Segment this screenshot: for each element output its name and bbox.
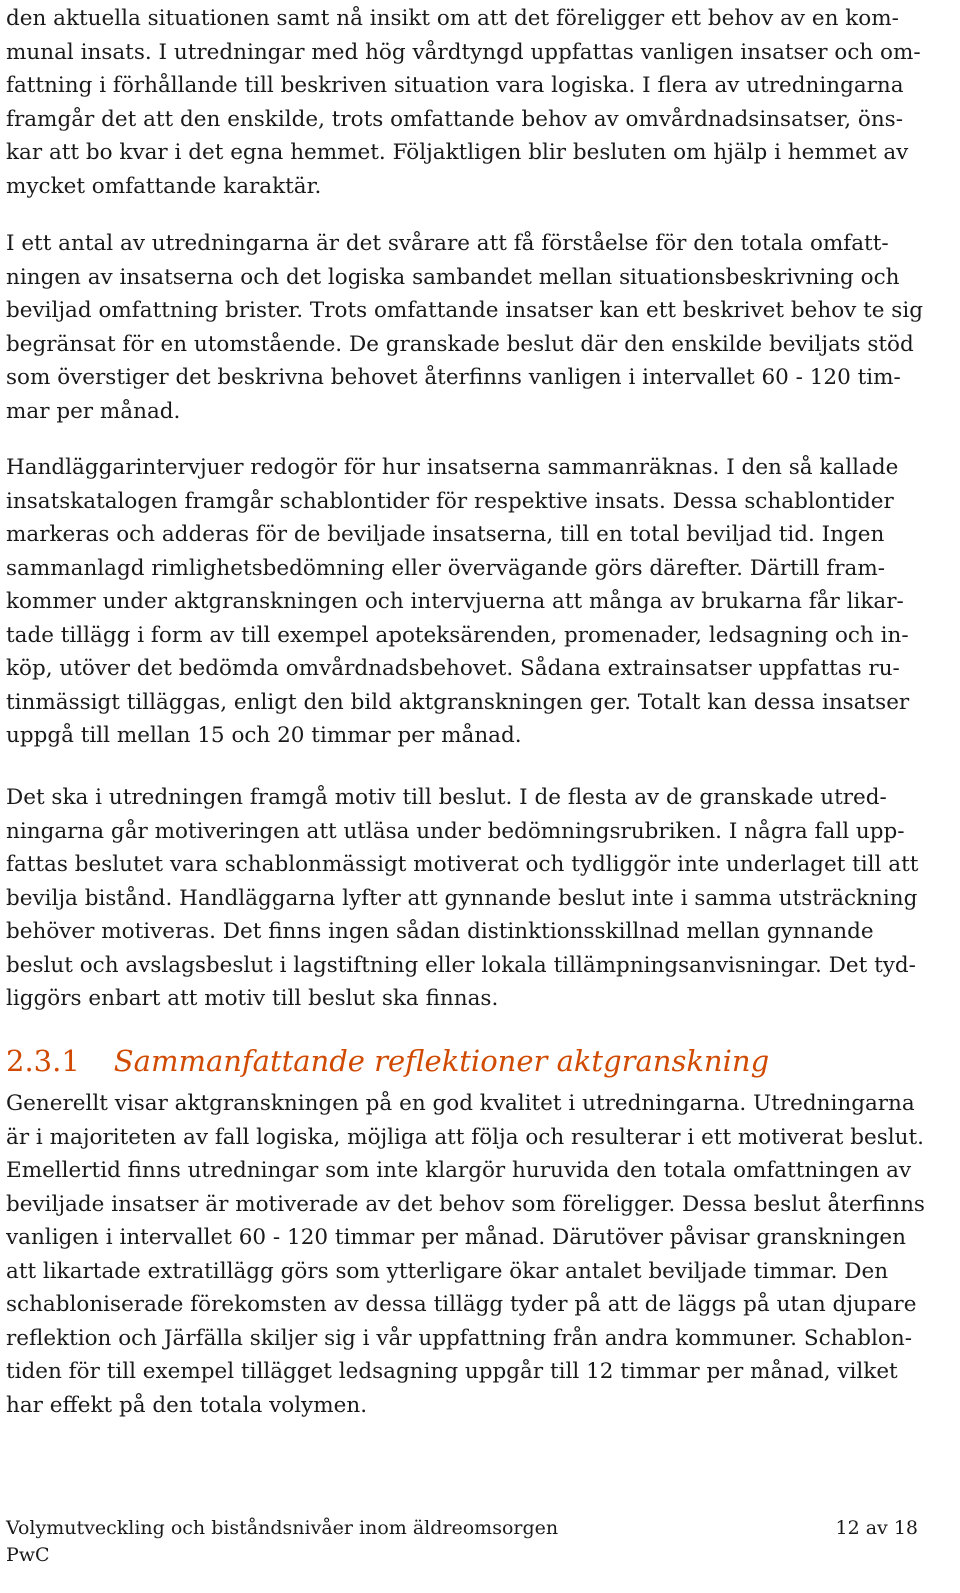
paragraph-line: mycket omfattande karaktär. [6, 173, 322, 199]
section-heading [6, 1041, 769, 1081]
paragraph-line: den aktuella situationen samt nå insikt om att det föreligger ett behov av en kom- [6, 6, 899, 31]
paragraph-4 [6, 781, 918, 1016]
report-title: Volymutveckling och biståndsnivåer inom äldreomsorgen [6, 1517, 559, 1539]
section-title: Sammanfattande reflektioner aktgranskning [113, 1044, 770, 1078]
paragraph-line: kar att bo kvar i det egna hemmet. Följaktligen blir besluten om hjälp i hemmet av [6, 140, 909, 165]
paragraph-line: att likartade extratillägg görs som ytterligare ökar antalet beviljade timmar. Den [6, 1258, 889, 1284]
paragraph-1 [6, 2, 921, 203]
paragraph-line: mar per månad. [6, 398, 181, 424]
footer-row [6, 1515, 918, 1542]
paragraph-line: beviljade insatser är motiverade av det behov som föreligger. Dessa beslut återfinns [6, 1191, 925, 1217]
paragraph-line: bevilja bistånd. Handläggarna lyfter att gynnande beslut inte i samma utsträckning [6, 885, 918, 911]
paragraph-3 [6, 451, 909, 753]
section-number: 2.3.1 [6, 1044, 80, 1078]
paragraph-line: uppgå till mellan 15 och 20 timmar per månad. [6, 723, 522, 748]
paragraph-line: fattas beslutet vara schablonmässigt motiverat och tydliggör inte underlaget till att [6, 852, 919, 877]
paragraph-line: ningarna går motiveringen att utläsa under bedömningsrubriken. I några fall upp- [6, 818, 905, 844]
paragraph-line: tinmässigt tilläggas, enligt den bild aktgranskningen ger. Totalt kan dessa insatser [6, 689, 910, 715]
paragraph-line: markeras och adderas för de beviljade insatserna, till en total beviljad tid. Ingen [6, 522, 885, 547]
paragraph-line: framgår det att den enskilde, trots omfattande behov av omvårdnadsinsatser, öns- [6, 106, 903, 132]
paragraph-line: liggörs enbart att motiv till beslut ska finnas. [6, 986, 499, 1011]
paragraph-line: schabloniserade förekomsten av dessa tillägg tyder på att de läggs på utan djupare [6, 1292, 917, 1317]
paragraph-line: köp, utöver det bedömda omvårdnadsbehovet. Sådana extrainsatser uppfattas ru- [6, 656, 900, 681]
paragraph-line: Emellertid finns utredningar som inte klargör huruvida den totala omfattningen av [6, 1158, 912, 1183]
paragraph-line: begränsat för en utomstående. De granskade beslut där den enskilde beviljats stöd [6, 331, 914, 357]
page-footer [6, 1515, 918, 1569]
paragraph-line: som överstiger det beskrivna behovet återfinns vanligen i intervallet 60 - 120 tim- [6, 365, 901, 390]
organization-name: PwC [6, 1544, 50, 1566]
paragraph-line: är i majoriteten av fall logiska, möjliga att följa och resulterar i ett motiverat beslut. [6, 1124, 924, 1150]
page-number: 12 av 18 [835, 1517, 918, 1539]
paragraph-line: Handläggarintervjuer redogör för hur insatserna sammanräknas. I den så kallade [6, 455, 899, 480]
paragraph-2 [6, 227, 923, 428]
paragraph-line: Generellt visar aktgranskningen på en god kvalitet i utredningarna. Utredningarna [6, 1091, 915, 1116]
paragraph-line: tiden för till exempel tillägget ledsagning uppgår till 12 timmar per månad, vilket [6, 1359, 898, 1384]
paragraph-line: beviljad omfattning brister. Trots omfattande insatser kan ett beskrivet behov te sig [6, 298, 923, 323]
paragraph-line: ningen av insatserna och det logiska sambandet mellan situationsbeskrivning och [6, 264, 900, 290]
paragraph-5 [6, 1087, 925, 1422]
paragraph-line: reflektion och Järfälla skiljer sig i vår uppfattning från andra kommuner. Schablon- [6, 1325, 912, 1351]
paragraph-line: har effekt på den totala volymen. [6, 1392, 368, 1418]
paragraph-line: beslut och avslagsbeslut i lagstiftning eller lokala tillämpningsanvisningar. Det tyd- [6, 952, 916, 978]
paragraph-line: insatskatalogen framgår schablontider för respektive insats. Dessa schablontider [6, 488, 894, 514]
paragraph-line: behöver motiveras. Det finns ingen sådan distinktionsskillnad mellan gynnande [6, 919, 874, 944]
paragraph-line: tade tillägg i form av till exempel apoteksärenden, promenader, ledsagning och in- [6, 622, 909, 648]
paragraph-line: fattning i förhållande till beskriven situation vara logiska. I flera av utredningarna [6, 73, 904, 98]
paragraph-line: vanligen i intervallet 60 - 120 timmar per månad. Därutöver påvisar granskningen [6, 1225, 906, 1250]
paragraph-line: kommer under aktgranskningen och intervjuerna att många av brukarna får likar- [6, 589, 904, 614]
paragraph-line: sammanlagd rimlighetsbedömning eller övervägande görs därefter. Därtill fram- [6, 555, 885, 581]
paragraph-line: I ett antal av utredningarna är det svårare att få förståelse för den totala omfatt- [6, 231, 889, 256]
paragraph-line: Det ska i utredningen framgå motiv till beslut. I de flesta av de granskade utred- [6, 785, 887, 810]
paragraph-line: munal insats. I utredningar med hög vårdtyngd uppfattas vanligen insatser och om- [6, 39, 921, 65]
